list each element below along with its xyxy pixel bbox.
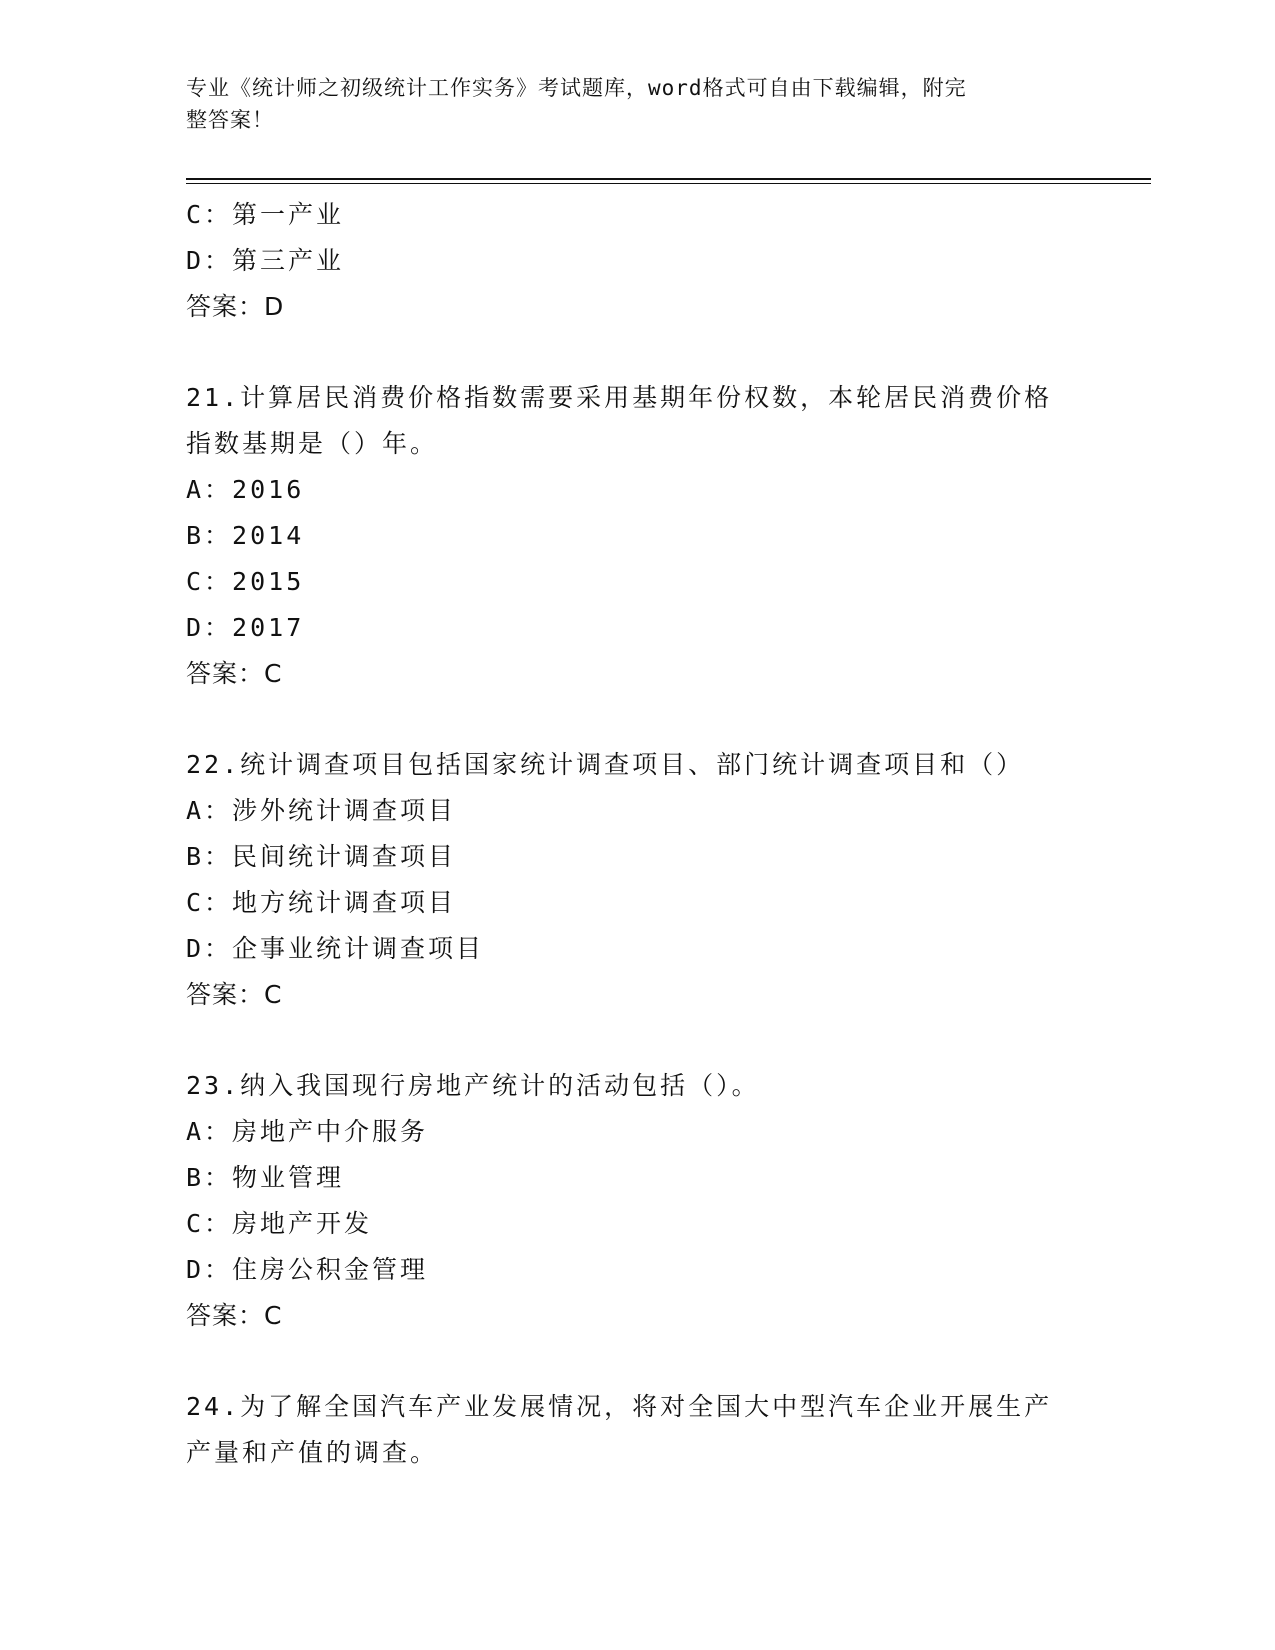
option-d: D：住房公积金管理: [186, 1255, 429, 1284]
question-21: [186, 375, 1086, 697]
answer: 答案：C: [186, 659, 283, 688]
spacer: [186, 1339, 1086, 1384]
option-a: A：涉外统计调查项目: [186, 796, 457, 825]
header-line-1: 专业《统计师之初级统计工作实务》考试题库，word格式可自由下载编辑，附完: [186, 76, 967, 100]
question-22: [186, 742, 1086, 1018]
option-a: A：房地产中介服务: [186, 1117, 429, 1146]
question-20-tail: [186, 192, 1086, 330]
question-23: [186, 1063, 1086, 1339]
question-stem: 产量和产值的调查。: [186, 1438, 439, 1467]
spacer: [186, 697, 1086, 742]
option-b: B：民间统计调查项目: [186, 842, 457, 871]
document-header: [186, 72, 1066, 136]
header-divider-thin: [186, 183, 1151, 184]
option-d: D：企事业统计调查项目: [186, 934, 485, 963]
header-divider-thick: [186, 178, 1151, 180]
spacer: [186, 1018, 1086, 1063]
question-stem: 指数基期是（）年。: [186, 429, 439, 458]
question-24: [186, 1384, 1086, 1476]
option-d: D：2017: [186, 613, 305, 642]
question-stem: 21.计算居民消费价格指数需要采用基期年份权数，本轮居民消费价格: [186, 383, 1053, 412]
question-list: [186, 192, 1086, 1476]
answer: 答案：C: [186, 1301, 283, 1330]
option-d: D：第三产业: [186, 246, 345, 275]
option-c: C：房地产开发: [186, 1209, 373, 1238]
option-c: C：地方统计调查项目: [186, 888, 457, 917]
header-line-2: 整答案！: [186, 108, 274, 132]
spacer: [186, 330, 1086, 375]
option-a: A：2016: [186, 475, 305, 504]
question-stem: 24.为了解全国汽车产业发展情况，将对全国大中型汽车企业开展生产: [186, 1392, 1053, 1421]
answer: 答案：C: [186, 980, 283, 1009]
option-b: B：物业管理: [186, 1163, 345, 1192]
question-stem: 22.统计调查项目包括国家统计调查项目、部门统计调查项目和（）: [186, 750, 1025, 779]
option-c: C：第一产业: [186, 200, 345, 229]
option-c: C：2015: [186, 567, 305, 596]
option-b: B：2014: [186, 521, 305, 550]
question-stem: 23.纳入我国现行房地产统计的活动包括（）。: [186, 1071, 760, 1100]
answer: 答案：D: [186, 292, 285, 321]
